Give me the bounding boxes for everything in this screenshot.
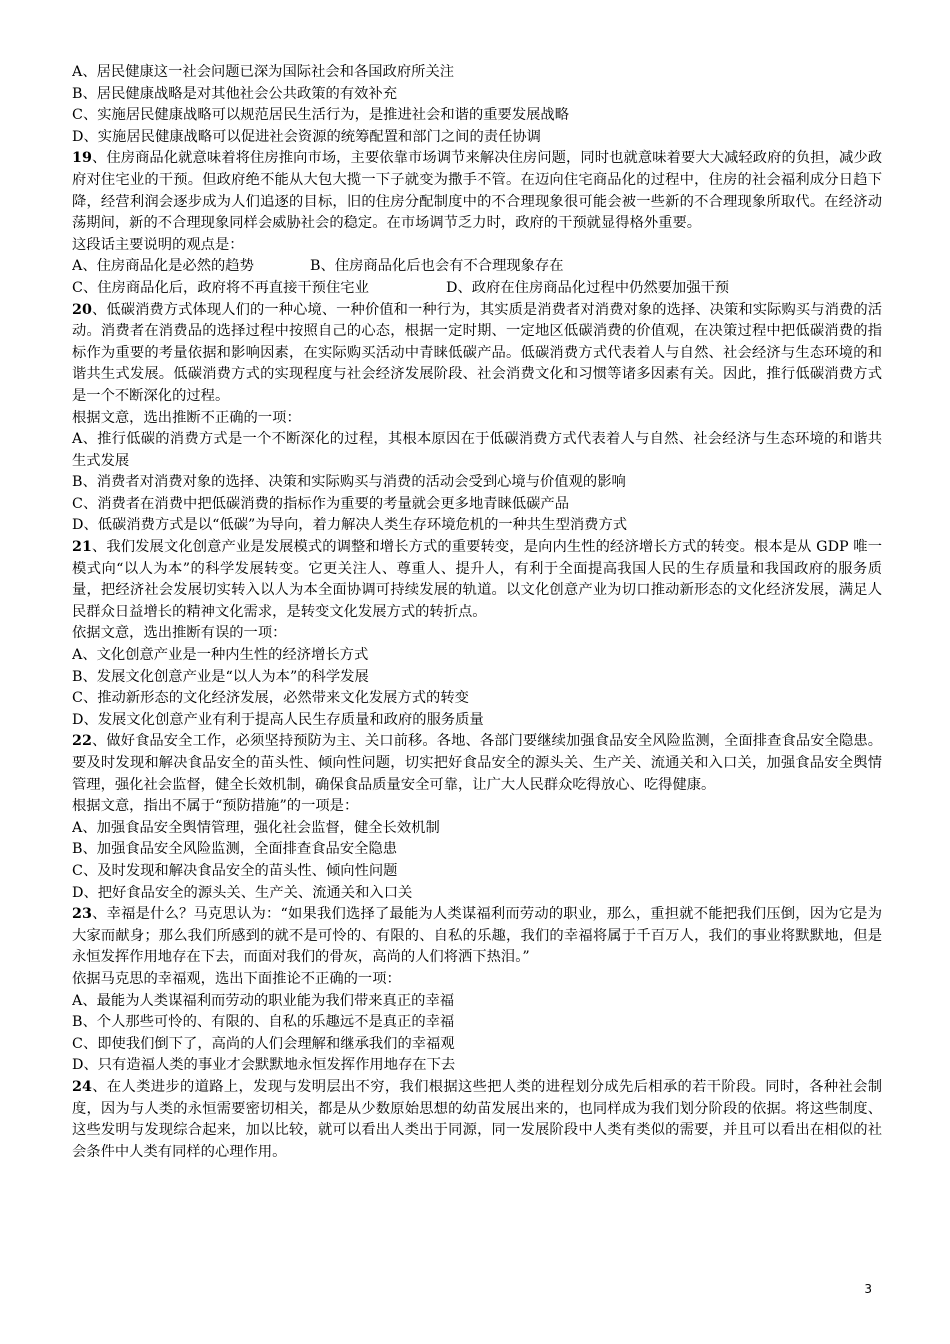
question-20-option-b: B、消费者对消费对象的选择、决策和实际购买与消费的活动会受到心境与价值观的影响	[72, 474, 626, 491]
question-22-option-a: A、加强食品安全舆情管理，强化社会监督，健全长效机制	[72, 819, 440, 836]
passage-text: 、住房商品化就意味着将住房推向市场，主要依靠市场调节来解决住房问题，同时也就意味着要大大减轻政府的负担，减少政府对住宅业的干预。但政府绝不能从大包大揽一下子就变为撒手不管。在迈向住宅商品化的过程中，住房的社会福利成分日趋下降，经营利润会逐步成为人们追逐的目标，旧的住房分配制度中的不合理现象很可能会被一些新的不合理现象所取代。在经济动荡期间，新的不合理现象同样会威胁社会的稳定。在市场调节乏力时，政府的干预就显得格外重要。	[72, 150, 882, 232]
question-22-stem: 根据文意，指出不属于“预防措施”的一项是：	[72, 798, 359, 815]
question-23-option-b: B、个人那些可怜的、有限的、自私的乐趣远不是真正的幸福	[72, 1014, 455, 1031]
option-d: D、政府在住房商品化过程中仍然要加强干预	[446, 279, 730, 296]
option-a: A、住房商品化是必然的趋势	[72, 258, 254, 275]
question-20-option-a: A、推行低碳的消费方式是一个不断深化的过程，其根本原因在于低碳消费方式代表着人与自然、社会经济与生态环境的和谐共生式发展	[72, 431, 882, 469]
question-23-option-c: C、即使我们倒下了，高尚的人们会理解和继承我们的幸福观	[72, 1035, 455, 1052]
lead-option-d: D、实施居民健康战略可以促进社会资源的统筹配置和部门之间的责任协调	[72, 128, 541, 145]
question-21-option-b: B、发展文化创意产业是“以人为本”的科学发展	[72, 668, 369, 685]
question-19-passage	[72, 148, 882, 234]
question-number: 21	[72, 539, 92, 556]
question-20-option-c: C、消费者在消费中把低碳消费的指标作为重要的考量就会更多地青睐低碳产品	[72, 495, 570, 512]
question-21-option-d: D、发展文化创意产业有利于提高人民生存质量和政府的服务质量	[72, 711, 484, 728]
lead-option-a: A、居民健康这一社会问题已深为国际社会和各国政府所关注	[72, 64, 455, 80]
question-21-option-a: A、文化创意产业是一种内生性的经济增长方式	[72, 647, 369, 664]
lead-option-b: B、居民健康战略是对其他社会公共政策的有效补充	[72, 85, 398, 102]
page-content	[72, 62, 882, 1163]
question-19-options-cd	[72, 278, 882, 300]
question-22-passage	[72, 731, 882, 796]
question-20-passage	[72, 300, 882, 408]
question-number: 19	[72, 150, 92, 167]
question-number: 22	[72, 733, 92, 750]
question-number: 24	[72, 1078, 92, 1095]
passage-text: 、我们发展文化创意产业是发展模式的调整和增长方式的重要转变，是向内生性的经济增长方式的转变。根本是从 GDP 唯一模式向“以人为本”的科学发展转变。它更关注人、尊重人、提升人，有利于全面提高我国人民的生存质量和我国政府的服务质量，把经济社会发展切实转入以人为本全面协调可持续发展的轨道。以文化创意产业为切口推动新形态的文化经济发展，满足人民群众日益增长的精神文化需求，是转变文化发展方式的转折点。	[72, 539, 882, 620]
question-number: 20	[72, 301, 92, 318]
question-22-option-b: B、加强食品安全风险监测，全面排查食品安全隐患	[72, 841, 398, 858]
passage-text: 、在人类进步的道路上，发现与发明层出不穷，我们根据这些把人类的进程划分成先后相承的若干阶段。同时，各种社会制度，因为与人类的永恒需要密切相关，都是从少数原始思想的幼苗发展出来的，也同样成为我们划分阶段的依据。将这些制度、这些发明与发现综合起来，加以比较，就可以看出人类出于同源，同一发展阶段中人类有类似的需要，并且可以看出在相似的社会条件中人类有同样的心理作用。	[72, 1078, 882, 1160]
passage-text: 、低碳消费方式体现人们的一种心境、一种价值和一种行为，其实质是消费者对消费对象的选择、决策和实际购买与消费的活动。消费者在消费品的选择过程中按照自己的心态，根据一定时期、一定地区低碳消费的价值观，在决策过程中把低碳消费的指标作为重要的考量依据和影响因素，在实际购买活动中青睐低碳产品。低碳消费方式代表着人与自然、社会经济与生态环境的和谐共生式发展。低碳消费方式的实现程度与社会经济发展阶段、社会消费文化和习惯等诸多因素有关。因此，推行低碳消费方式是一个不断深化的过程。	[72, 301, 882, 404]
question-number: 23	[72, 906, 92, 923]
question-20-option-d: D、低碳消费方式是以“低碳”为导向，着力解决人类生存环境危机的一种共生型消费方式	[72, 517, 628, 534]
question-22-option-c: C、及时发现和解决食品安全的苗头性、倾向性问题	[72, 862, 398, 879]
question-22-option-d: D、把好食品安全的源头关、生产关、流通关和入口关	[72, 884, 413, 901]
option-b: B、住房商品化后也会有不合理现象存在	[310, 258, 564, 275]
passage-text: 、做好食品安全工作，必须坚持预防为主、关口前移。各地、各部门要继续加强食品安全风险监测，全面排查食品安全隐患。要及时发现和解决食品安全的苗头性、倾向性问题，切实把好食品安全的源头关、生产关、流通关和入口关，加强食品安全舆情管理，强化社会监督，健全长效机制，确保食品质量安全可靠，让广大人民群众吃得放心、吃得健康。	[72, 733, 882, 793]
lead-option-c: C、实施居民健康战略可以规范居民生活行为，是推进社会和谐的重要发展战略	[72, 107, 570, 124]
question-21-option-c: C、推动新形态的文化经济发展，必然带来文化发展方式的转变	[72, 690, 469, 707]
page-number: 3	[864, 1282, 872, 1296]
question-21-stem: 依据文意，选出推断有误的一项：	[72, 625, 287, 642]
question-23-stem: 依据马克思的幸福观，选出下面推论不正确的一项：	[72, 970, 401, 987]
question-23-option-d: D、只有造福人类的事业才会默默地永恒发挥作用地存在下去	[72, 1057, 456, 1074]
question-19-stem: 这段话主要说明的观点是：	[72, 236, 244, 253]
passage-text: 、幸福是什么？马克思认为：“如果我们选择了最能为人类谋福利而劳动的职业，那么，重担就不能把我们压倒，因为它是为大家而献身；那么我们所感到的就不是可怜的、有限的、自私的乐趣，我们的幸福将属于千百万人，我们的事业将默默地，但是永恒发挥作用地存在下去，而面对我们的骨灰，高尚的人们将洒下热泪。”	[72, 906, 882, 966]
question-20-stem: 根据文意，选出推断不正确的一项：	[72, 409, 301, 426]
question-23-option-a: A、最能为人类谋福利而劳动的职业能为我们带来真正的幸福	[72, 992, 455, 1009]
question-19-options-ab	[72, 256, 882, 278]
question-21-passage	[72, 537, 882, 623]
question-23-passage	[72, 904, 882, 969]
option-c: C、住房商品化后，政府将不再直接干预住宅业	[72, 279, 369, 296]
question-24-passage	[72, 1077, 882, 1163]
